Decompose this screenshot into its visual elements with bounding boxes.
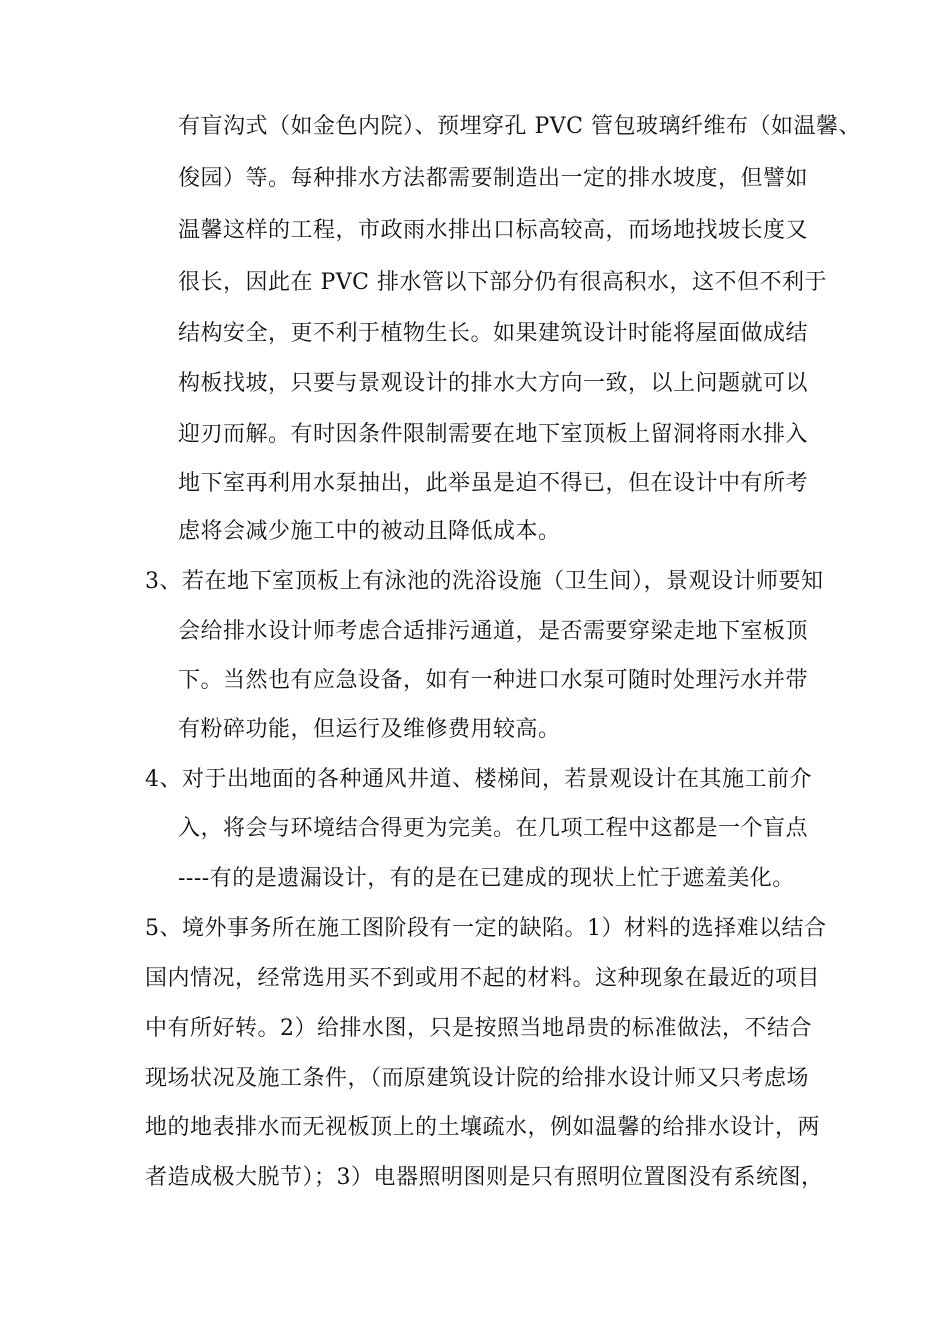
text-line: 现场状况及施工条件，（而原建筑设计院的给排水设计师又只考虑场 — [145, 1066, 810, 1091]
text-line: ----有的是遗漏设计，有的是在已建成的现状上忙于遮羞美化。 — [178, 866, 795, 891]
list-item-3: 3、若在地下室顶板上有泳池的洗浴设施（卫生间），景观设计师要知 — [145, 569, 824, 594]
text-line: 下。当然也有应急设备，如有一种进口水泵可随时处理污水并带 — [178, 668, 809, 693]
text-line: 有盲沟式（如金色内院）、预埋穿孔 PVC 管包玻璃纤维布（如温馨、 — [178, 114, 862, 139]
text-line: 国内情况，经常选用买不到或用不起的材料。这种现象在最近的项目 — [145, 966, 821, 991]
text-line: 中有所好转。2）给排水图，只是按照当地昂贵的标准做法，不结合 — [145, 1016, 812, 1041]
text-line: 地下室再利用水泵抽出，此举虽是迫不得已，但在设计中有所考 — [178, 471, 809, 496]
list-item-4: 4、对于出地面的各种通风井道、楼梯间，若景观设计在其施工前介 — [145, 767, 812, 792]
list-item-5: 5、境外事务所在施工图阶段有一定的缺陷。1）材料的选择难以结合 — [145, 916, 827, 941]
text-line: 温馨这样的工程，市政雨水排出口标高较高，而场地找坡长度又 — [178, 218, 809, 243]
text-line: 地的地表排水而无视板顶上的土壤疏水，例如温馨的给排水设计，两 — [145, 1115, 821, 1140]
text-line: 虑将会减少施工中的被动且降低成本。 — [178, 519, 561, 544]
text-line: 有粉碎功能，但运行及维修费用较高。 — [178, 717, 561, 742]
text-line: 构板找坡，只要与景观设计的排水大方向一致，以上问题就可以 — [178, 371, 809, 396]
text-line: 者造成极大脱节）；3）电器照明图则是只有照明位置图没有系统图， — [145, 1165, 824, 1190]
text-line: 俊园）等。每种排水方法都需要制造出一定的排水坡度，但譬如 — [178, 166, 809, 191]
text-line: 结构安全，更不利于植物生长。如果建筑设计时能将屋面做成结 — [178, 321, 809, 346]
text-line: 迎刃而解。有时因条件限制需要在地下室顶板上留洞将雨水排入 — [178, 422, 809, 447]
text-line: 入，将会与环境结合得更为完美。在几项工程中这都是一个盲点 — [178, 816, 809, 841]
text-line: 会给排水设计师考虑合适排污通道，是否需要穿梁走地下室板顶 — [178, 619, 809, 644]
text-line: 很长，因此在 PVC 排水管以下部分仍有很高积水，这不但不利于 — [178, 270, 828, 295]
